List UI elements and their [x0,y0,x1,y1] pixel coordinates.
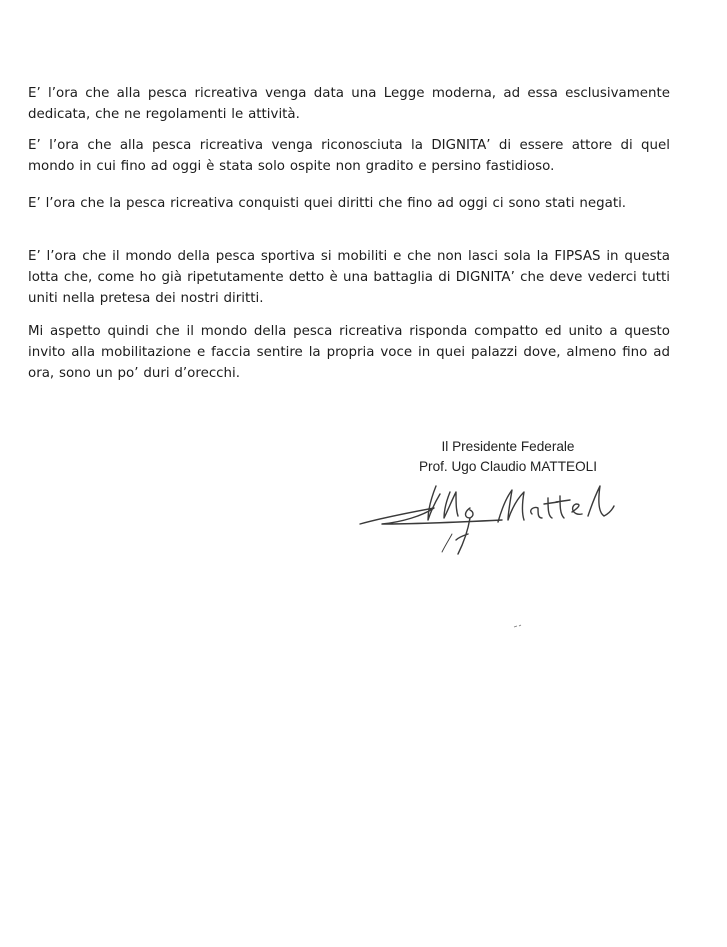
paragraph-diritti: E’ l’ora che la pesca ricreativa conquisti quei diritti che fino ad oggi ci sono stati negati. [28,196,627,211]
signatory-name: Prof. Ugo Claudio MATTEOLI [418,459,598,474]
paragraph-dignita: E’ l’ora che alla pesca ricreativa venga riconosciuta la DIGNITA’ di essere attore di quel mondo in cui fino ad oggi è stata solo ospite non gradito e persino fastidioso. [28,138,670,174]
signature-block [388,437,628,477]
scan-speck [513,624,523,628]
paragraph-legge-moderna: E’ l’ora che alla pesca ricreativa venga data una Legge moderna, ad essa esclusivamente dedicata, che ne regolamenti le attività. [28,86,670,122]
paragraph-invito: Mi aspetto quindi che il mondo della pesca ricreativa risponda compatto ed unito a questo invito alla mobilitazione e faccia sentire la propria voce in quei palazzi dove, almeno fino ad ora, sono un po’ duri d’orecchi. [28,324,670,381]
paragraph-mobilitazione-fipsas: E’ l’ora che il mondo della pesca sportiva si mobiliti e che non lasci sola la FIPSAS in questa lotta che, come ho già ripetutamente detto è una battaglia di DIGNITA’ che deve vederci tutti uniti nella pretesa dei nostri diritti. [28,249,670,306]
handwritten-signature [352,478,652,578]
signatory-role: Il Presidente Federale [441,439,575,454]
